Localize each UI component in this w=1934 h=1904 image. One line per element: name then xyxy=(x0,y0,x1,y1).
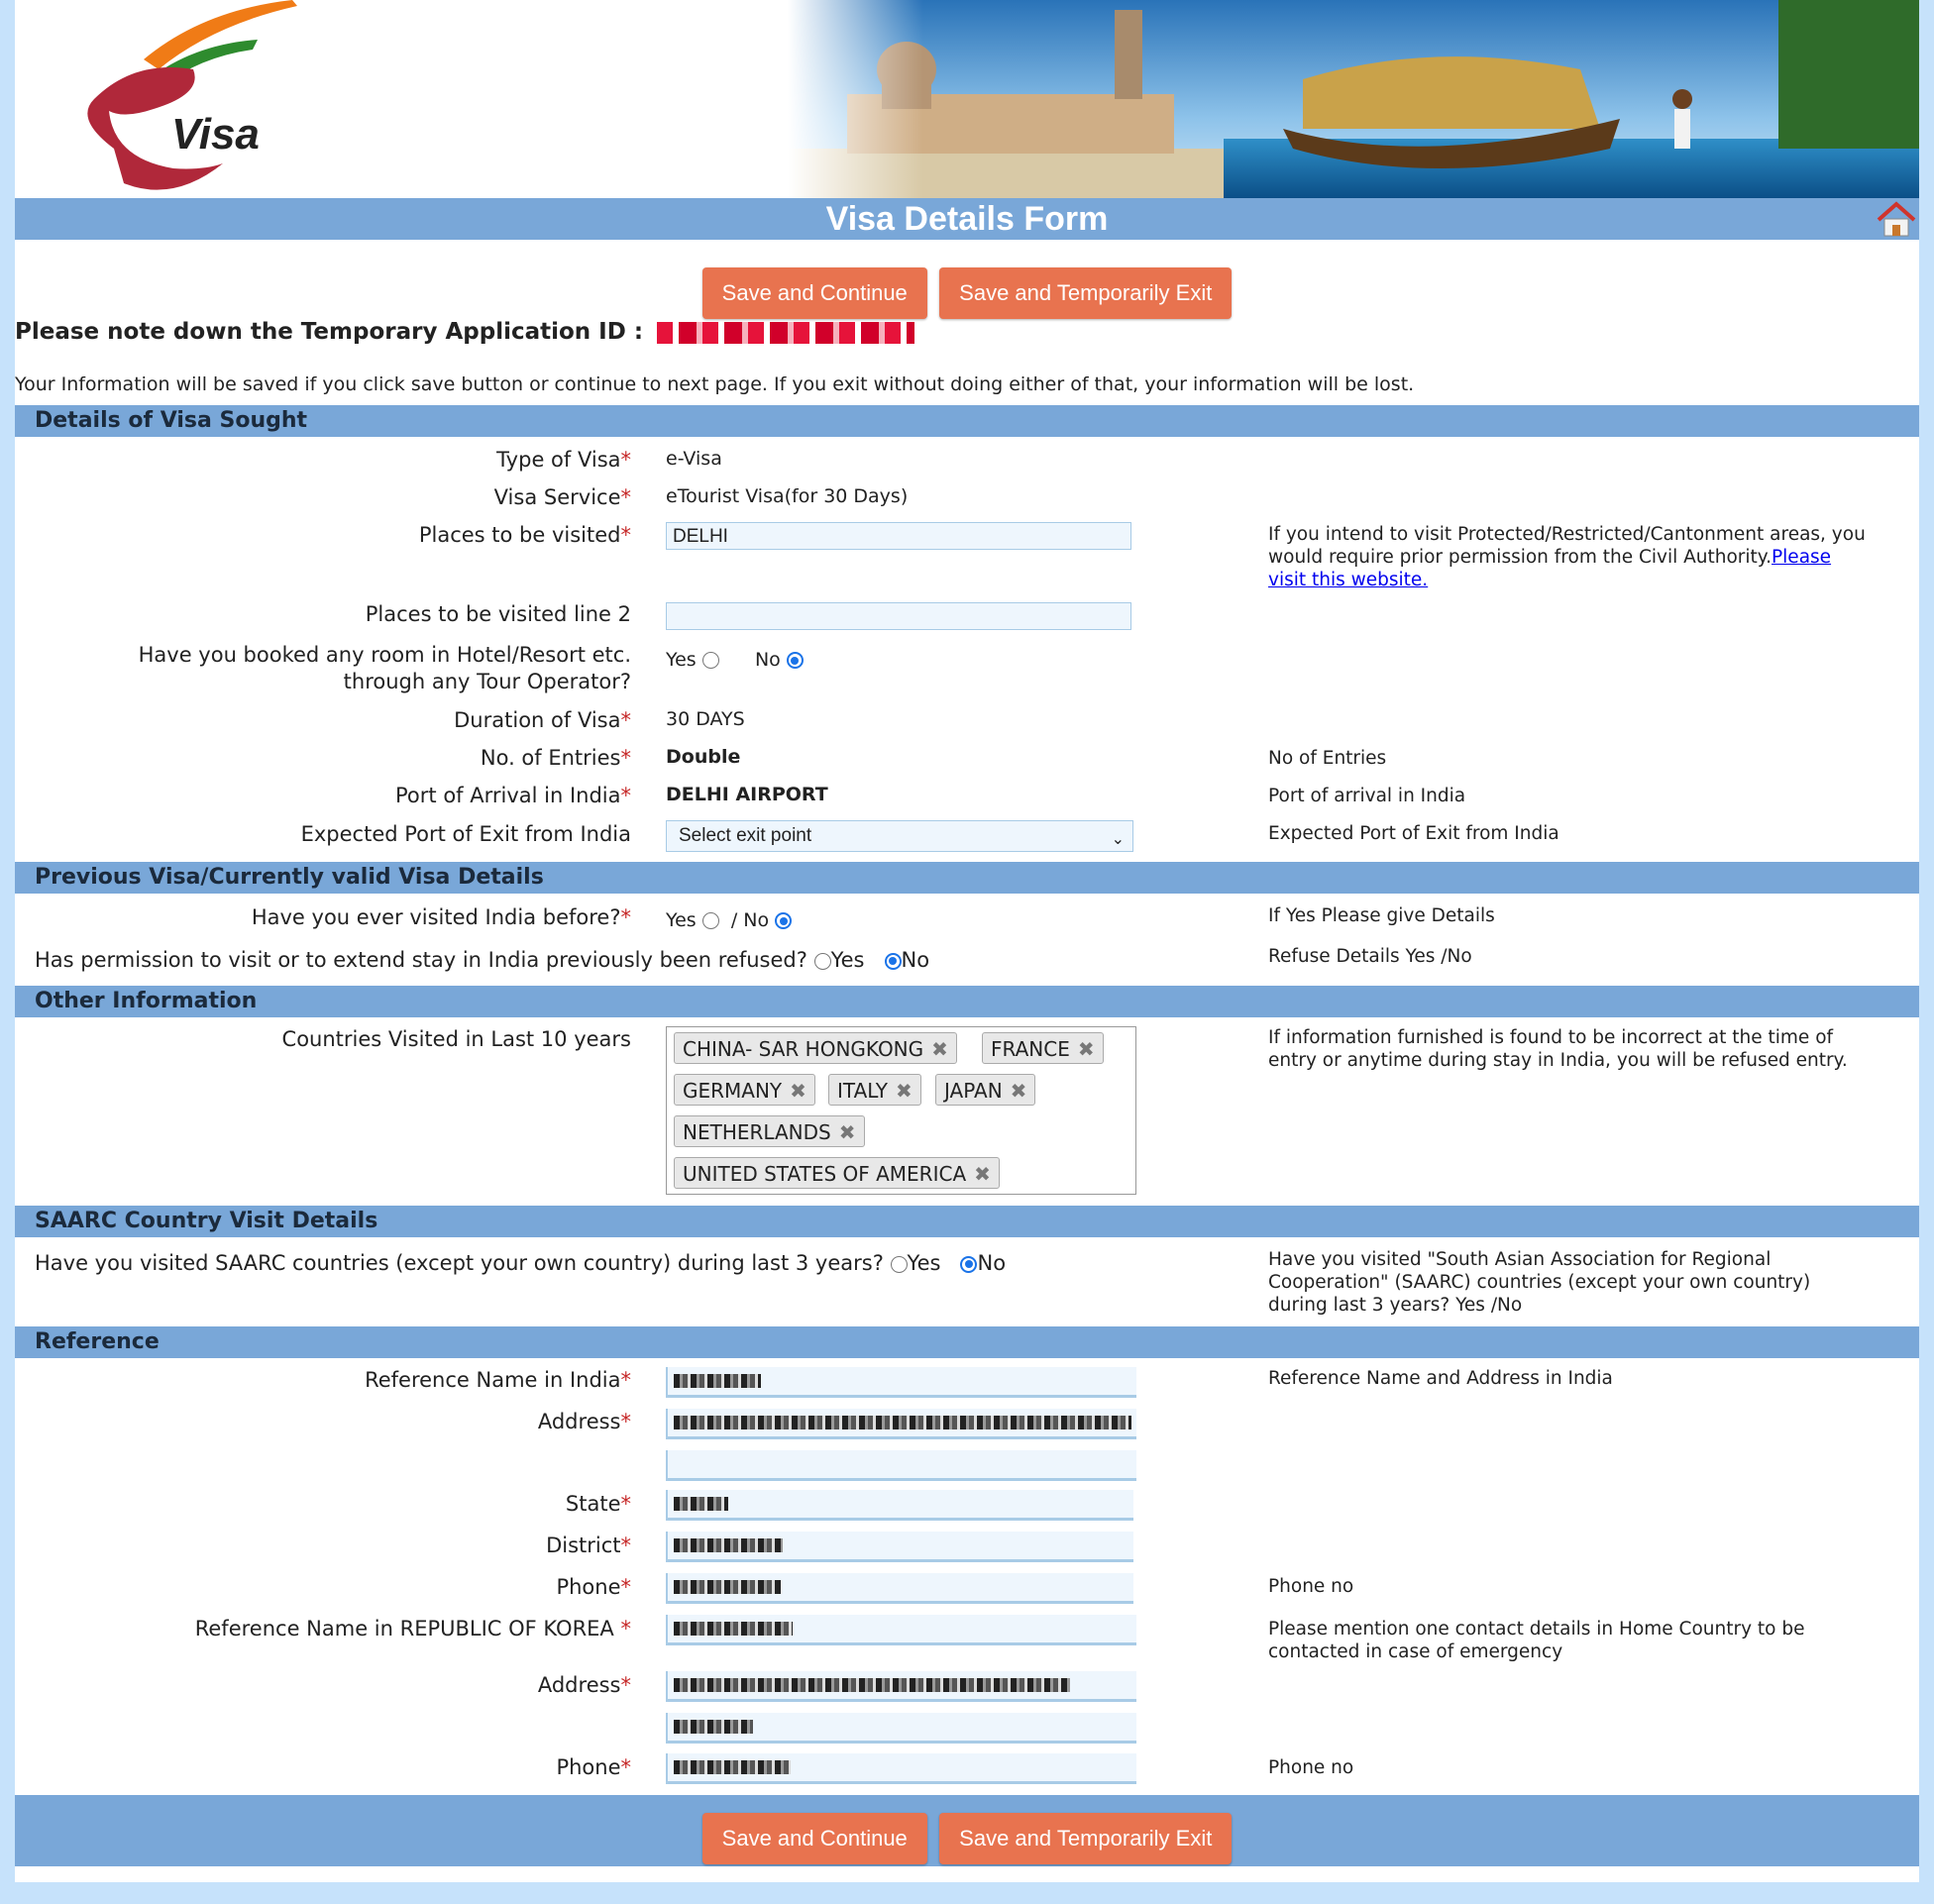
places2-label: Places to be visited line 2 xyxy=(365,602,631,626)
countries-help: If information furnished is found to be incorrect at the time of entry or anytime during stay in India, you will be refused entry. xyxy=(1268,1027,1848,1071)
section-title: Previous Visa/Currently valid Visa Details xyxy=(35,865,544,890)
ref-district-label: District* xyxy=(546,1534,631,1557)
type-of-visa-label: Type of Visa* xyxy=(496,448,631,472)
redacted-text xyxy=(674,1720,753,1734)
save-continue-button[interactable]: Save and Continue xyxy=(702,267,927,319)
places-input[interactable]: DELHI xyxy=(666,522,1131,550)
section-reference xyxy=(15,1326,1919,1358)
exit-port-help: Expected Port of Exit from India xyxy=(1268,823,1559,844)
redacted-text xyxy=(674,1497,728,1511)
country-chip[interactable]: NETHERLANDS ✖ xyxy=(674,1115,865,1147)
ref-phone-input[interactable] xyxy=(666,1573,1133,1604)
country-chip[interactable]: UNITED STATES OF AMERICA ✖ xyxy=(674,1157,1000,1189)
ref-state-select[interactable] xyxy=(666,1490,1133,1521)
refused-no-radio[interactable] xyxy=(885,953,902,970)
ref-phone2-input[interactable] xyxy=(666,1753,1136,1784)
section-title: Details of Visa Sought xyxy=(35,408,308,433)
remove-icon: ✖ xyxy=(895,1079,913,1103)
refused-row xyxy=(35,948,929,972)
hotel-no-radio[interactable] xyxy=(787,652,804,669)
countries-label: Countries Visited in Last 10 years xyxy=(281,1027,631,1051)
header xyxy=(15,0,1919,238)
ref-phone2-help: Phone no xyxy=(1268,1757,1354,1778)
remove-icon: ✖ xyxy=(1010,1079,1027,1103)
saarc-no-radio[interactable] xyxy=(960,1256,977,1273)
ref-phone-label: Phone* xyxy=(556,1575,631,1599)
chevron-down-icon: ⌄ xyxy=(1111,831,1125,848)
banner-image xyxy=(788,0,1919,198)
remove-icon: ✖ xyxy=(931,1037,948,1061)
country-chip[interactable]: CHINA- SAR HONGKONG ✖ xyxy=(674,1032,957,1064)
exit-port-label: Expected Port of Exit from India xyxy=(300,822,631,846)
exit-port-selected: Select exit point xyxy=(679,825,812,846)
save-exit-button[interactable]: Save and Temporarily Exit xyxy=(939,267,1232,319)
ref-address-line2-input[interactable] xyxy=(666,1450,1136,1481)
type-of-visa-value: e-Visa xyxy=(666,448,722,470)
exit-port-select[interactable] xyxy=(666,820,1133,852)
entries-value: Double xyxy=(666,746,741,768)
ref-name-india-help: Reference Name and Address in India xyxy=(1268,1368,1613,1389)
arrival-value: DELHI AIRPORT xyxy=(666,784,828,805)
ref-state-label: State* xyxy=(565,1492,631,1516)
page xyxy=(15,0,1919,1882)
places2-input[interactable] xyxy=(666,602,1131,630)
visited-india-radios xyxy=(666,909,792,931)
ref-phone-help: Phone no xyxy=(1268,1576,1354,1597)
temp-application-id xyxy=(15,319,914,345)
ref-address-label: Address* xyxy=(537,1410,631,1433)
saarc-yes-label: Yes xyxy=(907,1251,941,1275)
redacted-text xyxy=(674,1374,761,1388)
country-chip[interactable]: ITALY ✖ xyxy=(828,1074,921,1106)
section-other-info xyxy=(15,986,1919,1017)
title-bar xyxy=(15,198,1919,240)
country-chip[interactable]: FRANCE ✖ xyxy=(982,1032,1104,1064)
saarc-label: Have you visited SAARC countries (except your own country) during last 3 years? xyxy=(35,1251,884,1275)
top-button-row xyxy=(15,267,1919,319)
visited-help: If Yes Please give Details xyxy=(1268,905,1495,926)
section-title: Other Information xyxy=(35,989,258,1013)
ref-name-india-label: Reference Name in India* xyxy=(365,1368,631,1392)
visa-service-label: Visa Service* xyxy=(493,485,631,509)
visited-india-label: Have you ever visited India before?* xyxy=(251,905,631,929)
hotel-no-label: No xyxy=(754,649,781,671)
section-previous-visa xyxy=(15,862,1919,894)
temp-id-value-redacted xyxy=(657,322,914,344)
ref-address2-label: Address* xyxy=(537,1673,631,1697)
visited-yes-radio[interactable] xyxy=(702,912,719,929)
arrival-help: Port of arrival in India xyxy=(1268,786,1466,806)
save-notice: Your Information will be saved if you click save button or continue to next page. If you exit without doing either of that, your information will be lost. xyxy=(15,373,1415,395)
remove-icon: ✖ xyxy=(974,1162,991,1186)
country-chip[interactable]: JAPAN ✖ xyxy=(935,1074,1035,1106)
countries-multiselect[interactable] xyxy=(666,1026,1136,1195)
ref-address2-line2-input[interactable] xyxy=(666,1713,1136,1744)
temp-id-label: Please note down the Temporary Application ID : xyxy=(15,319,644,345)
hotel-yes-radio[interactable] xyxy=(702,652,719,669)
evisa-logo xyxy=(54,0,312,198)
arrival-label: Port of Arrival in India* xyxy=(395,784,631,807)
ref-address2-input[interactable] xyxy=(666,1671,1136,1702)
redacted-text xyxy=(674,1678,1070,1692)
ref-address-input[interactable] xyxy=(666,1409,1136,1439)
redacted-text xyxy=(674,1416,1131,1429)
remove-icon: ✖ xyxy=(790,1079,806,1103)
ref-name-home-input[interactable] xyxy=(666,1615,1136,1645)
hotel-booking-radios xyxy=(666,649,804,671)
saarc-row xyxy=(35,1251,1006,1275)
redacted-text xyxy=(674,1760,791,1774)
duration-label: Duration of Visa* xyxy=(454,708,631,732)
home-icon[interactable] xyxy=(1876,200,1917,238)
ref-district-select[interactable] xyxy=(666,1532,1133,1562)
entries-label: No. of Entries* xyxy=(480,746,631,770)
redacted-text xyxy=(674,1580,781,1594)
bottom-button-row xyxy=(15,1813,1919,1864)
remove-icon: ✖ xyxy=(838,1120,856,1144)
ref-name-home-label: Reference Name in REPUBLIC OF KOREA * xyxy=(194,1617,631,1640)
duration-value: 30 DAYS xyxy=(666,708,745,730)
save-exit-button-bottom[interactable]: Save and Temporarily Exit xyxy=(939,1813,1232,1864)
visited-no-label: / No xyxy=(730,909,770,931)
refused-help: Refuse Details Yes /No xyxy=(1268,946,1472,967)
saarc-yes-radio[interactable] xyxy=(891,1256,908,1273)
refused-no-label: No xyxy=(901,948,930,972)
places-label: Places to be visited* xyxy=(418,523,631,547)
logo-text: Visa xyxy=(171,110,260,159)
refused-yes-radio[interactable] xyxy=(814,953,831,970)
visited-no-radio[interactable] xyxy=(775,912,792,929)
saarc-no-label: No xyxy=(977,1251,1007,1275)
section-title: SAARC Country Visit Details xyxy=(35,1209,378,1233)
redacted-text xyxy=(674,1622,793,1636)
save-continue-button-bottom[interactable]: Save and Continue xyxy=(702,1813,927,1864)
hotel-booking-label: Have you booked any room in Hotel/Resort etc. through any Tour Operator? xyxy=(138,643,631,693)
refused-yes-label: Yes xyxy=(830,948,865,972)
refused-label: Has permission to visit or to extend stay in India previously been refused? xyxy=(35,948,807,972)
section-saarc xyxy=(15,1206,1919,1237)
visa-service-value: eTourist Visa(for 30 Days) xyxy=(666,485,909,507)
protected-areas-link[interactable]: Please visit this website. xyxy=(1268,547,1832,590)
country-chip[interactable]: GERMANY ✖ xyxy=(674,1074,815,1106)
redacted-text xyxy=(674,1538,783,1552)
ref-name-india-input[interactable] xyxy=(666,1367,1136,1398)
saarc-help: Have you visited "South Asian Association for Regional Cooperation" (SAARC) countries (except your own country) during last 3 years? Yes /No xyxy=(1268,1249,1811,1316)
places-help: If you intend to visit Protected/Restricted/Cantonment areas, you would require prior permission from the Civil Authority.Please visit this website. xyxy=(1268,524,1866,590)
visited-yes-label: Yes xyxy=(666,909,697,931)
hotel-yes-label: Yes xyxy=(666,649,697,671)
remove-icon: ✖ xyxy=(1077,1037,1095,1061)
ref-phone2-label: Phone* xyxy=(556,1755,631,1779)
entries-help: No of Entries xyxy=(1268,748,1387,769)
section-visa-sought xyxy=(15,405,1919,437)
ref-name-home-help: Please mention one contact details in Home Country to be contacted in case of emergency xyxy=(1268,1619,1805,1662)
section-title: Reference xyxy=(35,1329,160,1354)
page-title: Visa Details Form xyxy=(825,200,1109,238)
